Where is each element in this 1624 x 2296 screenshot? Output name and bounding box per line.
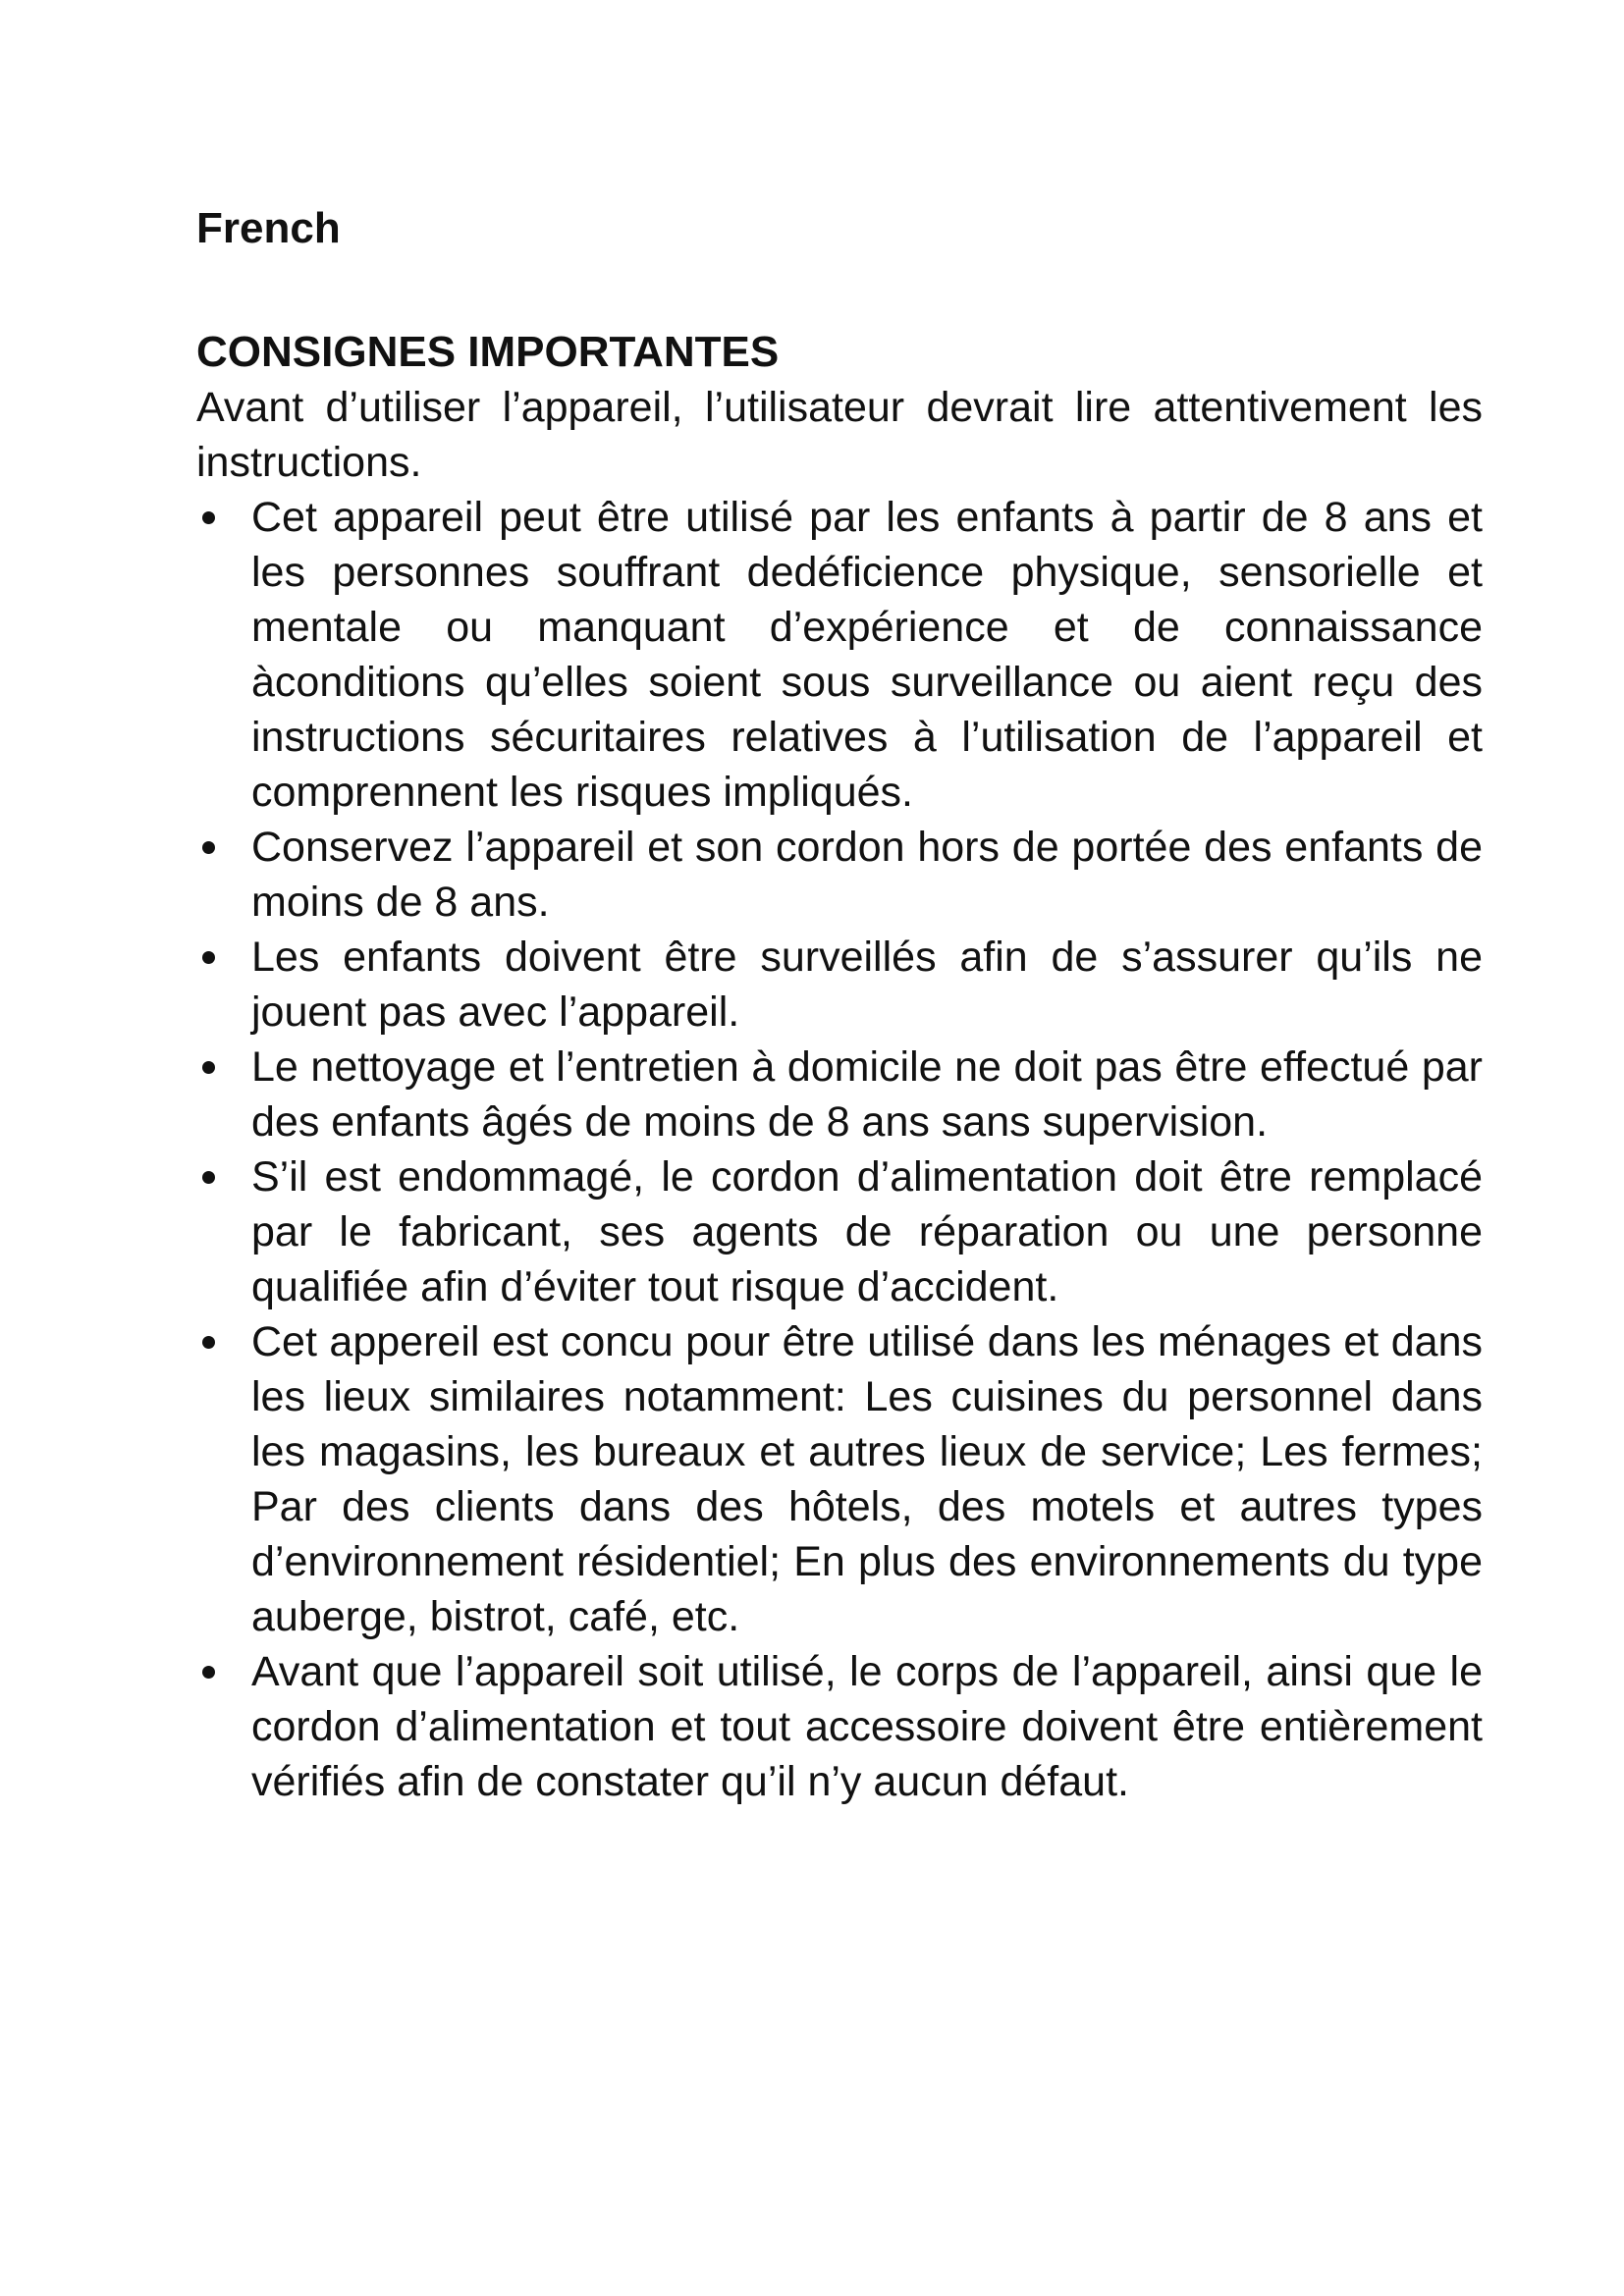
list-item	[196, 1644, 1483, 1809]
intro-paragraph: Avant d’utiliser l’appareil, l’utilisateur devrait lire attentivement les instructions.	[196, 384, 1483, 486]
list-item	[196, 1040, 1483, 1149]
list-item	[196, 820, 1483, 930]
document-page	[196, 201, 1483, 1809]
language-label: French	[196, 204, 341, 252]
bullet-icon	[202, 1171, 215, 1184]
instruction-list	[196, 490, 1483, 1809]
bullet-icon	[202, 1061, 215, 1074]
list-item	[196, 1149, 1483, 1314]
bullet-icon	[202, 1666, 215, 1679]
list-item-text: Le nettoyage et l’entretien à domicile ne doit pas être effectué par des enfants âgés de moins de 8 ans sans supervision.	[251, 1043, 1483, 1146]
bullet-icon	[202, 951, 215, 964]
bullet-icon	[202, 511, 215, 524]
list-item	[196, 490, 1483, 820]
list-item-text: Cet appareil peut être utilisé par les enfants à partir de 8 ans et les personnes souffrant dedéficience physique, sensorielle et mentale ou manquant d’expérience et de connaissance àconditions qu’elles soient sous surveillance ou aient reçu des instructions sécuritaires relatives à l’utilisation de l’appareil et comprennent les risques impliqués.	[251, 494, 1483, 816]
list-item	[196, 930, 1483, 1040]
list-item	[196, 1314, 1483, 1644]
list-item-text: S’il est endommagé, le cordon d’alimentation doit être remplacé par le fabricant, ses agents de réparation ou une personne qualifiée afin d’éviter tout risque d’accident.	[251, 1153, 1483, 1310]
bullet-icon	[202, 1336, 215, 1349]
bullet-icon	[202, 841, 215, 854]
list-item-text: Conservez l’appareil et son cordon hors de portée des enfants de moins de 8 ans.	[251, 824, 1483, 926]
list-item-text: Avant que l’appareil soit utilisé, le corps de l’appareil, ainsi que le cordon d’alimentation et tout accessoire doivent être entièrement vérifiés afin de constater qu’il n’y aucun défaut.	[251, 1648, 1483, 1805]
section-heading: CONSIGNES IMPORTANTES	[196, 328, 780, 376]
list-item-text: Cet appereil est concu pour être utilisé dans les ménages et dans les lieux similaires notamment: Les cuisines du personnel dans les magasins, les bureaux et autres lieux de service; Les fermes; Par des clients dans des hôtels, des motels et autres types d’environnement résidentiel; En plus des environnements du type auberge, bistrot, café, etc.	[251, 1318, 1483, 1640]
list-item-text: Les enfants doivent être surveillés afin de s’assurer qu’ils ne jouent pas avec l’appareil.	[251, 934, 1483, 1036]
